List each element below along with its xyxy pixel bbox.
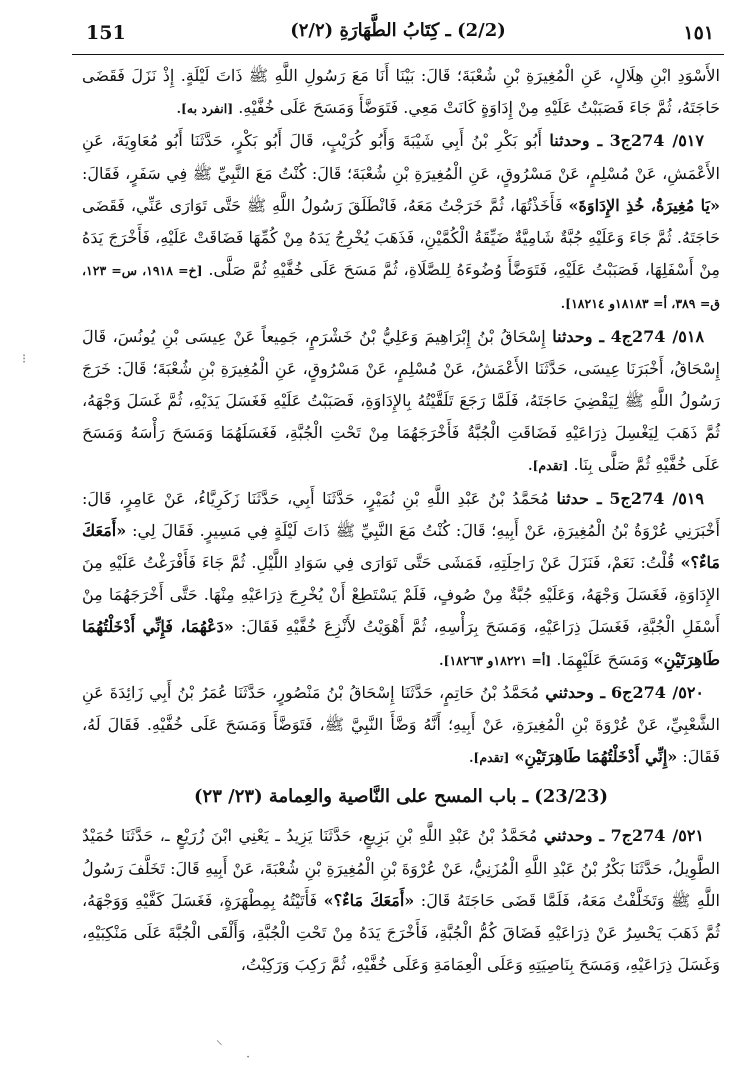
source-reference: [تقدم]. — [469, 750, 510, 766]
source-reference: [خ= ١٩١٨، س= ١٢٣، ق= ٣٨٩، أ= ١٨١٨٣و ١٨٢١٤]. — [82, 263, 720, 312]
hadith-text: أَبُو بَكْرِ بْنُ أَبِي شَيْبَةَ وَأَبُو كُرَيْبٍ، قَالَ أَبُو بَكْرٍ، حَدَّثَنَا أَبُو مُعَاوِيَةَ، عَنِ الأَعْمَشِ، عَنْ مُسْلِمٍ، عَنْ مَسْرُوقٍ، عَنِ الْمُغِيرَةِ بْنِ شُعْبَةَ؛ قَالَ: كُنْتُ مَعَ النَّبِيِّ ﷺ فِي سَفَرٍ، فَقَالَ: — [82, 131, 720, 183]
hadith-number: ٥٢٠/ 274ج6 — [611, 682, 704, 702]
narration-keyword: ـ وحدثني — [543, 826, 605, 846]
scan-speck: ⁝ — [22, 352, 27, 367]
paragraph-text: الأَسْوَدِ ابْنِ هِلَالٍ، عَنِ الْمُغِيرَةِ بْنِ شُعْبَةَ؛ قَالَ: بَيْنَا أَنَا مَعَ رَسُولِ اللَّهِ ﷺ ذَاتَ لَيْلَةٍ. إِذْ نَزَلَ فَقَضَى حَاجَتَهُ، ثُمَّ جَاءَ فَصَبَبْتُ عَلَيْهِ مِنْ إِدَاوَةٍ كَانَتْ مَعِي. فَتَوَضَّأَ وَمَسَحَ عَلَى خُفَّيْهِ. — [82, 66, 720, 118]
hadith-text: مُحَمَّدُ بْنُ عَبْدِ اللَّهِ بْنِ نُمَيْرٍ، حَدَّثَنَا أَبِي، حَدَّثَنَا زَكَرِيَّاءُ، عَنْ عَامِرٍ، قَالَ: أَخْبَرَنِي عُرْوَةُ بْنُ الْمُغِيرَةِ، عَنْ أَبِيهِ؛ قَالَ: كُنْتُ مَعَ النَّبِيِّ ﷺ ذَاتَ لَيْلَةٍ فِي مَسِيرٍ. فَقَالَ لِي: — [82, 488, 720, 540]
hadith-517 — [82, 125, 720, 320]
source-reference: [أ= ١٨٢٢١و ١٨٢٦٣]. — [439, 652, 552, 668]
hadith-text: وَمَسَحَ عَلَيْهِمَا. — [556, 649, 649, 669]
hadith-text: مُحَمَّدُ بْنُ عَبْدِ اللَّهِ بْنِ بَزِيعٍ، حَدَّثَنَا يَزِيدُ ـ يَعْنِي ابْنَ زُرَيْعٍ ـ، حَدَّثَنَا حُمَيْدٌ الطَّوِيلُ، حَدَّثَنَا بَكْرُ بْنُ عَبْدِ اللَّهِ الْمُزَنِيُّ، عَنْ عُرْوَةَ بْنِ الْمُغِيرَةِ بْنِ شُعْبَةَ، عَنْ أَبِيهِ قَالَ: تَخَلَّفَ رَسُولُ اللَّهِ ﷺ وَتَخَلَّفْتُ مَعَهُ، فَلَمَّا قَضَى حَاجَتَهُ قَالَ: — [82, 826, 720, 910]
narration-keyword: ـ وحدثنا — [549, 131, 603, 151]
hadith-519 — [82, 483, 720, 677]
page-number-arabic: ١٥١ — [683, 22, 714, 44]
page-body — [82, 60, 720, 981]
chapter-heading: (23/23) ـ باب المسح على النَّاصية والعِمامة (٢٣/ ٢٣) — [194, 786, 608, 808]
hadith-text: فَأَتَيْتُهُ بِمِطْهَرَةٍ، فَغَسَلَ كَفَّيْهِ وَوَجْهَهُ، ثُمَّ ذَهَبَ يَحْسِرُ عَنْ ذِرَاعَيْهِ فَضَاقَ كُمُّ الْجُبَّةِ، فَأَخْرَجَ يَدَهُ مِنْ تَحْتِ الْجُبَّةِ، وَأَلْقَى الْجُبَّةَ عَلَى مَنْكِبَيْهِ، وَغَسَلَ ذِرَاعَيْهِ، وَمَسَحَ بِنَاصِيَتِهِ وَعَلَى الْعِمَامَةِ وَعَلَى خُفَّيْهِ، ثُمَّ رَكِبَ وَرَكِبْتُ، — [82, 890, 720, 975]
hadith-number: ٥١٧/ 274ج3 — [609, 131, 704, 151]
hadith-520 — [82, 677, 720, 775]
hadith-text: مُحَمَّدُ بْنُ حَاتِمٍ، حَدَّثَنَا إِسْحَاقُ بْنُ مَنْصُورٍ، حَدَّثَنَا عُمَرُ بْنُ أَبِي زَائِدَةَ عَنِ الشَّعْبِيِّ، عَنْ عُرْوَةَ بْنِ الْمُغِيرَةِ، عَنْ أَبِيهِ؛ أَنَّهُ وَضَّأَ النَّبِيَّ ﷺ، فَتَوَضَّأَ وَمَسَحَ عَلَى خُفَّيْهِ. فَقَالَ لَهُ، فَقَالَ: — [82, 682, 720, 767]
hadith-text: إِسْحَاقُ بْنُ إِبْرَاهِيمَ وَعَلِيُّ بْنُ خَشْرَمٍ، جَمِيعاً عَنْ عِيسَى بْنِ يُونُسَ، قَالَ إِسْحَاقُ، أَخْبَرَنَا عِيسَى، حَدَّثَنَا الأَعْمَشُ، عَنْ مُسْلِمٍ، عَنْ مَسْرُوقٍ، عَنِ الْمُغِيرَةِ بْنِ شُعْبَةَ؛ قَالَ: خَرَجَ رَسُولُ اللَّهِ ﷺ لِيَقْضِيَ حَاجَتَهُ، فَلَمَّا رَجَعَ تَلَقَّيْتُهُ بِالإِدَاوَةِ، فَصَبَبْتُ عَلَيْهِ فَغَسَلَ يَدَيْهِ، ثُمَّ غَسَلَ وَجْهَهُ، ثُمَّ ذَهَبَ لِيَغْسِلَ ذِرَاعَيْهِ فَضَاقَتِ الْجُبَّةُ فَأَخْرَجَهُمَا مِنْ تَحْتِ الْجُبَّةِ، فَغَسَلَهُمَا وَمَسَحَ رَأْسَهُ وَمَسَحَ عَلَى خُفَّيْهِ ثُمَّ صَلَّى بِنَا. — [82, 326, 720, 475]
hadith-text: فَأَخَذْتُهَا، ثُمَّ خَرَجْتُ مَعَهُ، فَانْطَلَقَ رَسُولُ اللَّهِ ﷺ حَتَّى تَوَارَى عَنِّي، فَقَضَى حَاجَتَهُ. ثُمَّ جَاءَ وَعَلَيْهِ جُبَّةٌ شَامِيَّةٌ ضَيِّقَةُ الْكُمَّيْنِ، فَذَهَبَ يُخْرِجُ يَدَهُ مِنْ كُمِّهَا فَضَاقَتْ عَلَيْهِ، فَأَخْرَجَ يَدَهُ مِنْ أَسْفَلِهَا، فَصَبَبْتُ عَلَيْهِ، فَتَوَضَّأَ وُضُوءَهُ لِلصَّلَاةِ، ثُمَّ مَسَحَ عَلَى خُفَّيْهِ ثُمَّ صَلَّى. — [82, 195, 720, 280]
source-reference: [تقدم]. — [528, 458, 569, 474]
hadith-518 — [82, 321, 720, 483]
hadith-521 — [82, 820, 720, 981]
prophetic-quote: «أَمَعَكَ مَاءٌ؟» — [323, 890, 415, 910]
narration-keyword: ـ حدثنا — [556, 488, 602, 508]
page-number-latin: 151 — [86, 22, 126, 44]
scan-speck: ⸜ — [216, 1033, 223, 1048]
narration-keyword: ـ وحدثنا — [552, 326, 605, 346]
hadith-number: ٥١٩/ 274ج5 — [609, 488, 705, 508]
hadith-number: ٥١٨/ 274ج4 — [610, 326, 705, 346]
hadith-number: ٥٢١/ 274ج7 — [610, 826, 705, 846]
paragraph-continuation — [82, 60, 720, 125]
narration-keyword: ـ وحدثني — [545, 682, 606, 702]
source-reference: [انفرد به]. — [176, 101, 234, 117]
prophetic-quote: «إِنِّي أَدْخَلْتُهُمَا طَاهِرَتَيْنِ» — [514, 747, 678, 767]
page-header — [72, 14, 724, 55]
prophetic-quote: «دَعْهُمَا، فَإِنِّي أَدْخَلْتُهُمَا طَاهِرَتَيْنِ» — [82, 617, 720, 669]
prophetic-quote: «أَمَعَكَ مَاءٌ؟» — [82, 520, 720, 573]
hadith-text: قُلْتُ: نَعَمْ، فَنَزَلَ عَنْ رَاحِلَتِهِ، فَمَشَى حَتَّى تَوَارَى فِي سَوَادِ اللَّيْلِ. ثُمَّ جَاءَ فَأَفْرَغْتُ عَلَيْهِ مِنَ الإِدَاوَةِ، فَغَسَلَ وَجْهَهُ، وَعَلَيْهِ جُبَّةٌ مِنْ صُوفٍ، فَلَمْ يَسْتَطِعْ أَنْ يُخْرِجَ ذِرَاعَيْهِ مِنْهَا. حَتَّى أَخْرَجَهُمَا مِنْ أَسْفَلِ الْجُبَّةِ، فَغَسَلَ ذِرَاعَيْهِ، وَمَسَحَ بِرَأْسِهِ، ثُمَّ أَهْوَيْتُ لأَنْزِعَ خُفَّيْهِ فَقَالَ: — [82, 553, 721, 637]
prophetic-quote: «يَا مُغِيرَةُ، خُذِ الإِدَاوَةَ» — [568, 195, 721, 215]
running-title: (2/2) ـ كِتَابُ الطَّهَارَةِ (٢/٢) — [290, 20, 506, 41]
scan-speck: · — [246, 1050, 251, 1065]
